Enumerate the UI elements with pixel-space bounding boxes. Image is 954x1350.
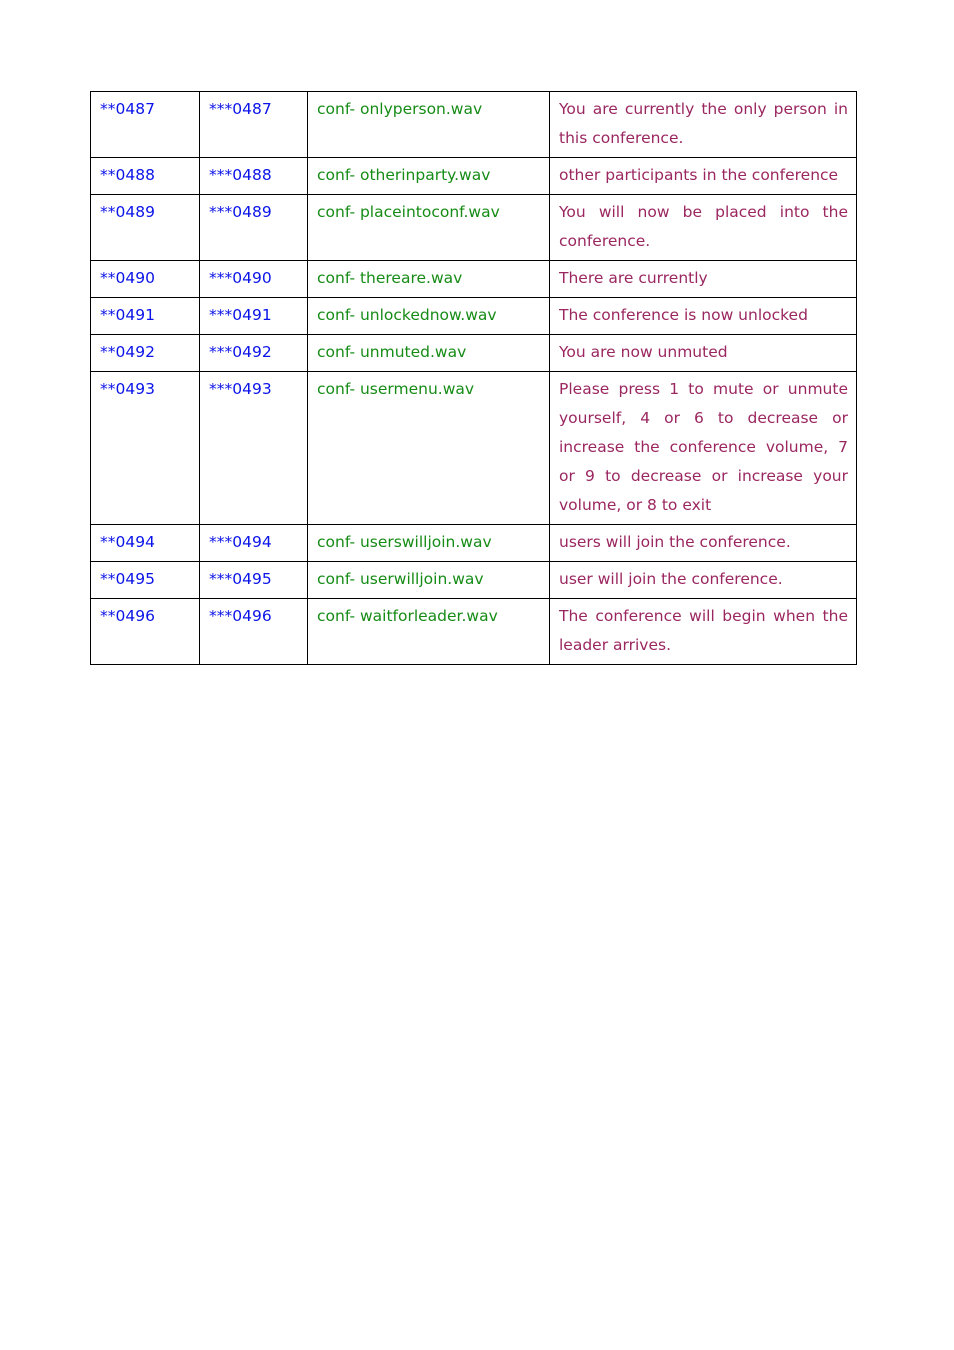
description-cell: You are now unmuted: [550, 335, 857, 372]
description-cell: The conference is now unlocked: [550, 298, 857, 335]
filename-cell: conf- userswilljoin.wav: [308, 525, 550, 562]
table-row: [91, 335, 857, 372]
description-cell: user will join the conference.: [550, 562, 857, 599]
table-row: [91, 298, 857, 335]
long-code-cell: ***0489: [200, 195, 308, 261]
filename-cell: conf- userwilljoin.wav: [308, 562, 550, 599]
table-row: [91, 525, 857, 562]
short-code-cell: **0488: [91, 158, 200, 195]
short-code-cell: **0494: [91, 525, 200, 562]
long-code-cell: ***0496: [200, 599, 308, 665]
table-row: [91, 562, 857, 599]
long-code-cell: ***0492: [200, 335, 308, 372]
description-cell: The conference will begin when the leader arrives.: [550, 599, 857, 665]
long-code-cell: ***0490: [200, 261, 308, 298]
filename-cell: conf- otherinparty.wav: [308, 158, 550, 195]
filename-cell: conf- usermenu.wav: [308, 372, 550, 525]
short-code-cell: **0491: [91, 298, 200, 335]
short-code-cell: **0489: [91, 195, 200, 261]
table-row: [91, 372, 857, 525]
short-code-cell: **0495: [91, 562, 200, 599]
long-code-cell: ***0494: [200, 525, 308, 562]
description-cell: There are currently: [550, 261, 857, 298]
description-cell: users will join the conference.: [550, 525, 857, 562]
long-code-cell: ***0488: [200, 158, 308, 195]
short-code-cell: **0493: [91, 372, 200, 525]
long-code-cell: ***0491: [200, 298, 308, 335]
table-row: [91, 599, 857, 665]
filename-cell: conf- onlyperson.wav: [308, 92, 550, 158]
long-code-cell: ***0495: [200, 562, 308, 599]
filename-cell: conf- placeintoconf.wav: [308, 195, 550, 261]
description-cell: other participants in the conference: [550, 158, 857, 195]
table-row: [91, 195, 857, 261]
long-code-cell: ***0487: [200, 92, 308, 158]
description-cell: You will now be placed into the conference.: [550, 195, 857, 261]
table-row: [91, 261, 857, 298]
short-code-cell: **0496: [91, 599, 200, 665]
description-cell: You are currently the only person in this conference.: [550, 92, 857, 158]
table-row: [91, 158, 857, 195]
short-code-cell: **0492: [91, 335, 200, 372]
document-page: [90, 91, 856, 665]
short-code-cell: **0487: [91, 92, 200, 158]
description-cell: Please press 1 to mute or unmute yourself, 4 or 6 to decrease or increase the conference volume, 7 or 9 to decrease or increase your volume, or 8 to exit: [550, 372, 857, 525]
filename-cell: conf- unlockednow.wav: [308, 298, 550, 335]
filename-cell: conf- waitforleader.wav: [308, 599, 550, 665]
long-code-cell: ***0493: [200, 372, 308, 525]
filename-cell: conf- thereare.wav: [308, 261, 550, 298]
short-code-cell: **0490: [91, 261, 200, 298]
filename-cell: conf- unmuted.wav: [308, 335, 550, 372]
table-row: [91, 92, 857, 158]
prompt-table: [90, 91, 857, 665]
